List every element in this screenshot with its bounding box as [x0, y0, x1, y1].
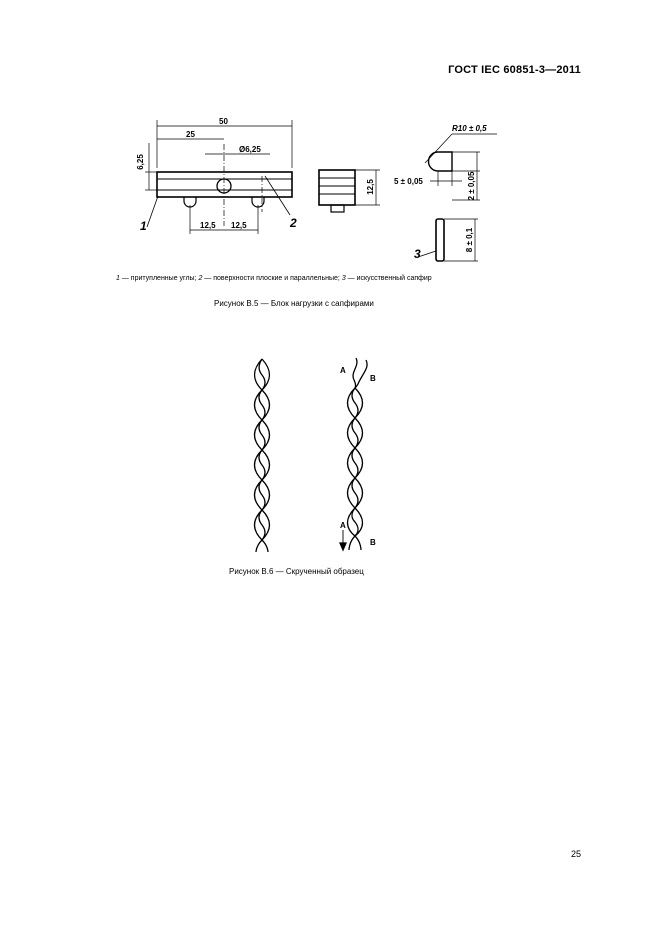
- standard-header: ГОСТ IEC 60851-3—2011: [448, 64, 581, 76]
- dim-length: 50: [219, 117, 228, 126]
- dim-sapphire: 8 ± 0,1: [465, 227, 474, 253]
- label-b-top: B: [370, 374, 376, 383]
- legend-text-1: — притупленные углы;: [119, 275, 199, 282]
- dim-width: 5 ± 0,05: [394, 177, 423, 186]
- dim-height: 6,25: [136, 154, 145, 170]
- load-block-front-view: [145, 120, 292, 234]
- callout-1: 1: [140, 219, 147, 233]
- dim-gap: 2 ± 0,05: [467, 171, 476, 201]
- legend-number-3: 3: [341, 275, 346, 282]
- page-number: 25: [571, 849, 582, 859]
- dim-hole: Ø6,25: [239, 145, 261, 154]
- dim-pin-spacing-2: 12,5: [231, 221, 247, 230]
- dim-radius: R10 ± 0,5: [452, 124, 487, 133]
- figure-b5-caption: Рисунок В.5 — Блок нагрузки с сапфирами: [214, 299, 374, 308]
- label-a-bottom: A: [340, 521, 346, 530]
- dim-pin-spacing-1: 12,5: [200, 221, 216, 230]
- legend-number-1: 1: [116, 275, 120, 282]
- sapphire-detail: [418, 134, 497, 261]
- legend-text-2: — поверхности плоские и параллельные;: [202, 275, 342, 282]
- dim-side-height: 12,5: [366, 179, 375, 195]
- callout-3: 3: [414, 247, 421, 261]
- twisted-specimen-left: [255, 359, 270, 552]
- label-b-bottom: B: [370, 538, 376, 547]
- figure-b6-caption: Рисунок В.6 — Скрученный образец: [229, 567, 364, 576]
- figure-b5-legend: [116, 275, 432, 282]
- label-a-top: A: [340, 366, 346, 375]
- callout-2: 2: [290, 216, 297, 230]
- legend-number-2: 2: [198, 275, 203, 282]
- dim-offset: 25: [186, 130, 195, 139]
- legend-text-3: — искусственный сапфир: [345, 275, 432, 282]
